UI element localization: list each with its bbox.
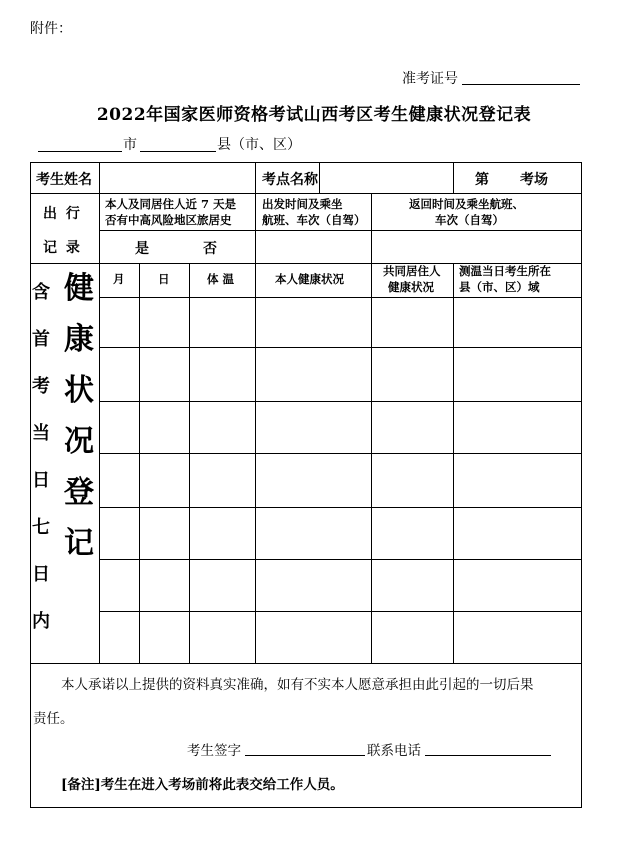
col-temperature: 体 温 (207, 272, 235, 286)
room-suffix: 考场 (520, 172, 548, 188)
phone-label: 联系电话 (367, 743, 421, 759)
side-label-small: 含 首 考 当 日 七 日 内 (32, 282, 50, 632)
travel-question-line1: 本人及同居住人近 7 天是 (105, 197, 237, 211)
no-option[interactable]: 否 (203, 241, 217, 257)
room-prefix: 第 (475, 172, 489, 188)
yes-option[interactable]: 是 (135, 241, 149, 257)
county-field[interactable] (140, 151, 216, 152)
ticket-number-field[interactable] (462, 84, 580, 85)
note-text: [备注]考生在进入考场前将此表交给工作人员。 (61, 777, 344, 793)
col-health-status: 本人健康状况 (275, 272, 344, 286)
signature-field[interactable] (245, 755, 365, 756)
promise-line1: 本人承诺以上提供的资料真实准确，如有不实本人愿意承担由此引起的一切后果 (61, 677, 534, 693)
promise-line2: 责任。 (33, 711, 74, 727)
col-location-line1: 测温当日考生所在 (459, 264, 551, 278)
county-suffix: 县（市、区） (217, 137, 301, 153)
name-label: 考生姓名 (36, 172, 92, 188)
col-cohab-line2: 健康状况 (388, 280, 434, 294)
depart-header-line2: 航班、车次（自驾） (262, 213, 366, 227)
attachment-label: 附件： (30, 21, 72, 37)
col-day: 日 (158, 272, 170, 286)
col-cohab-line1: 共同居住人 (383, 264, 441, 278)
page-title: 2022年国家医师资格考试山西考区考生健康状况登记表 (96, 105, 532, 125)
return-header-line1: 返回时间及乘坐航班、 (409, 197, 524, 211)
side-label-big: 健 康 状 况 登 记 (64, 271, 94, 561)
col-location-line2: 县（市、区）域 (459, 280, 540, 294)
depart-header-line1: 出发时间及乘坐 (262, 197, 343, 211)
phone-field[interactable] (425, 755, 551, 756)
health-form (30, 162, 582, 808)
city-field[interactable] (38, 151, 122, 152)
travel-question-line2: 否有中高风险地区旅居史 (105, 213, 232, 227)
travel-label-top: 出 行 (43, 206, 82, 222)
signature-label: 考生签字 (187, 743, 241, 759)
site-label: 考点名称 (262, 172, 318, 188)
travel-label-bottom: 记 录 (43, 240, 82, 256)
col-month: 月 (113, 272, 125, 286)
return-header-line2: 车次（自驾） (435, 213, 504, 227)
city-suffix: 市 (123, 137, 137, 153)
ticket-number-label: 准考证号 (402, 71, 458, 87)
